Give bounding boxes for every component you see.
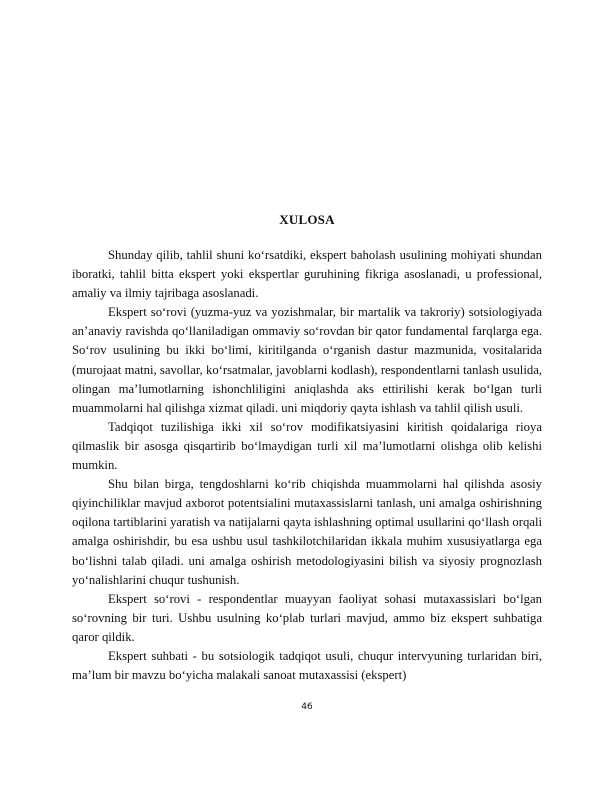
paragraph: Ekspert suhbati - bu sotsiologik tadqiqot usuli, chuqur intervyuning turlaridan biri, ma’lum bir mavzu bo‘yicha malakali sanoat mutaxassisi (ekspert) bbox=[72, 648, 542, 683]
paragraph: Tadqiqot tuzilishiga ikki xil so‘rov modifikatsiyasini kiritish qoidalariga rioya qilmaslik bir asosga qisqartirib bo‘lmaydigan turli xil ma’lumotlarni olishga olib kelishi mumkin. bbox=[72, 419, 542, 473]
paragraph: Shu bilan birga, tengdoshlarni ko‘rib chiqishda muammolarni hal qilishda asosiy qiyinchiliklar mavjud axborot potentsialini mutaxassislarni tanlash, uni amalga oshirishning oqilona tartiblarini yaratish va natijalarni qayta ishlashning optimal usullarini qo‘llash orqali amalga oshirishdir, bu esa ushbu usul tashkilotchilaridan ikkala muhim xususiyatlarga ega bo‘lishni talab qiladi. uni amalga oshirish metodologiyasini bilish va siyosiy prognozlash yo‘nalishlarini chuqur tushunish. bbox=[72, 477, 542, 587]
page-number: 46 bbox=[301, 702, 313, 712]
paragraph: Ekspert so‘rovi - respondentlar muayyan faoliyat sohasi mutaxassislari bo‘lgan so‘rovning bir turi. Ushbu usulning ko‘plab turlari mavjud, ammo biz ekspert suhbatiga qaror qildik. bbox=[72, 591, 542, 644]
section-title: XULOSA bbox=[279, 212, 335, 227]
body-text bbox=[72, 246, 542, 685]
paragraph: Shunday qilib, tahlil shuni ko‘rsatdiki, ekspert baholash usulining mohiyati shundan iboratki, tahlil bitta ekspert yoki ekspertlar guruhining fikriga asoslanadi, u professional, amaliy va ilmiy tajribaga asoslanadi. bbox=[72, 248, 542, 301]
paragraph: Ekspert so‘rovi (yuzma-yuz va yozishmalar, bir martalik va takroriy) sotsiologiyada an’anaviy ravishda qo‘llaniladigan ommaviy so‘rovdan bir qator fundamental farqlarga ega. So‘rov usulining bu ikki bo‘limi, kiritilganda o‘rganish dastur mazmunida, vositalarida (murojaat matni, savollar, ko‘rsatmalar, javoblarni kodlash), respondentlarni tanlash usulida, olingan ma’lumotlarning ishonchliligini aniqlashda aks ettirilishi kerak bo‘lgan turli muammolarni hal qilishga xizmat qiladi. uni miqdoriy qayta ishlash va tahlil qilish usuli. bbox=[72, 305, 542, 415]
